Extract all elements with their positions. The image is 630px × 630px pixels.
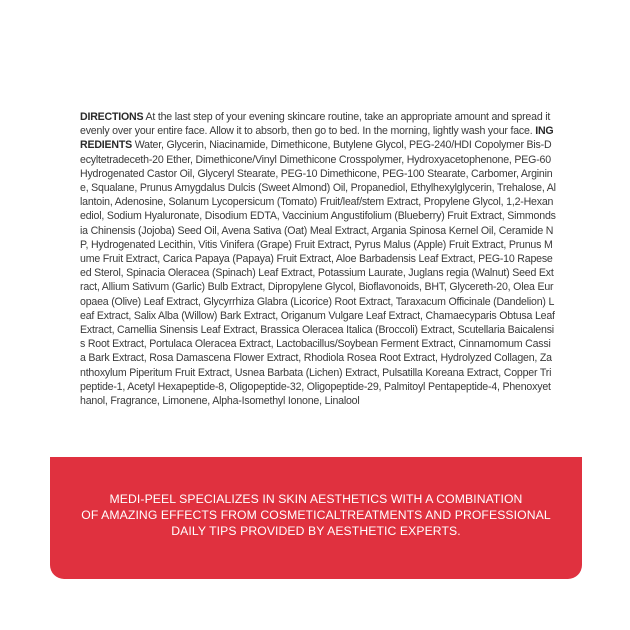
label-text-block — [80, 110, 556, 408]
brand-statement — [81, 491, 551, 539]
brand-statement-line-2: OF AMAZING EFFECTS FROM COSMETICALTREATMENTS AND PROFESSIONAL — [81, 508, 551, 522]
ingredients-text: Water, Glycerin, Niacinamide, Dimethicone, Butylene Glycol, PEG-240/HDI Copolymer Bis-Decyltetradeceth-20 Ether, Dimethicone/Vinyl Dimethicone Crosspolymer, Hydroxyacetophenone, PEG-60 Hydrogenated Castor Oil, Glyceryl Stearate, PEG-10 Dimethicone, PEG-100 Stearate, Carbomer, Arginine, Squalane, Prunus Amygdalus Dulcis (Sweet Almond) Oil, Propanediol, Ethylhexylglycerin, Trehalose, Allantoin, Adenosine, Solanum Lycopersicum (Tomato) Fruit/leaf/stem Extract, Propylene Glycol, 1,2-Hexanediol, Sodium Hyaluronate, Disodium EDTA, Vaccinium Angustifolium (Blueberry) Fruit Extract, Simmondsia Chinensis (Jojoba) Seed Oil, Avena Sativa (Oat) Meal Extract, Argania Spinosa Kernel Oil, Ceramide NP, Hydrogenated Lecithin, Vitis Vinifera (Grape) Fruit Extract, Pyrus Malus (Apple) Fruit Extract, Prunus Mume Fruit Extract, Carica Papaya (Papaya) Fruit Extract, Aloe Barbadensis Leaf Extract, PEG-10 Rapeseed Sterol, Spinacia Oleracea (Spinach) Leaf Extract, Potassium Laurate, Juglans regia (Walnut) Seed Extract, Allium Sativum (Garlic) Bulb Extract, Dipropylene Glycol, Bioflavonoids, BHT, Glycereth-20, Olea Europaea (Olive) Leaf Extract, Glycyrrhiza Glabra (Licorice) Root Extract, Taraxacum Officinale (Dandelion) Leaf Extract, Salix Alba (Willow) Bark Extract, Origanum Vulgare Leaf Extract, Chamaecyparis Obtusa Leaf Extract, Camellia Sinensis Leaf Extract, Brassica Oleracea Italica (Broccoli) Extract, Scutellaria Baicalensis Root Extract, Portulaca Oleracea Extract, Lactobacillus/Soybean Ferment Extract, Cinnamomum Cassia Bark Extract, Rosa Damascena Flower Extract, Rhodiola Rosea Root Extract, Hydrolyzed Collagen, Zanthoxylum Piperitum Fruit Extract, Usnea Barbata (Lichen) Extract, Pulsatilla Koreana Extract, Copper Tripeptide-1, Acetyl Hexapeptide-8, Oligopeptide-32, Oligopeptide-29, Palmitoyl Pentapeptide-4, Phenoxyethanol, Fragrance, Limonene, Alpha-Isomethyl Ionone, Linalool — [80, 139, 556, 408]
brand-statement-line-3: DAILY TIPS PROVIDED BY AESTHETIC EXPERTS. — [171, 524, 461, 538]
directions-heading: DIRECTIONS — [80, 111, 144, 123]
brand-statement-line-1: MEDI-PEEL SPECIALIZES IN SKIN AESTHETICS WITH A COMBINATION — [109, 492, 523, 506]
brand-banner — [50, 457, 582, 579]
ingredients-heading: INGREDIENTS — [80, 125, 554, 152]
directions-text: At the last step of your evening skincare routine, take an appropriate amount and spread it evenly over your entire face. Allow it to absorb, then go to bed. In the morning, lightly wash your face. — [80, 111, 551, 138]
